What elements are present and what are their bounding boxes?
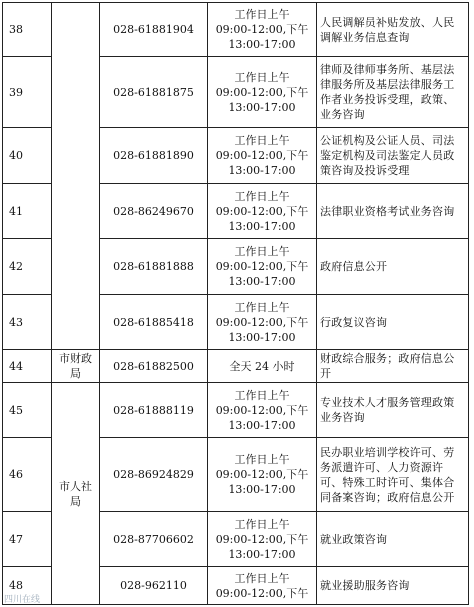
table-row <box>3 3 469 57</box>
service-scope: 就业政策咨询 <box>317 512 469 567</box>
phone-number: 028-61881890 <box>100 128 208 184</box>
hours-text: 工作日上午 09:00-12:00,下午 13:00-17:00 <box>215 517 309 561</box>
service-hours <box>208 383 317 438</box>
phone-number: 028-86249670 <box>100 184 208 239</box>
phone-number: 028-962110 <box>100 567 208 605</box>
hours-text: 工作日上午 09:00-12:00,下午 13:00-17:00 <box>215 300 309 344</box>
service-hours <box>208 184 317 239</box>
phone-number: 028-61881904 <box>100 3 208 57</box>
service-scope: 公证机构及公证人员、司法鉴定机构及司法鉴定人员政策咨询及投诉受理 <box>317 128 469 184</box>
row-number: 38 <box>3 3 52 57</box>
phone-number: 028-61881875 <box>100 57 208 128</box>
phone-number: 028-86924829 <box>100 438 208 512</box>
row-number: 40 <box>3 128 52 184</box>
hours-text: 全天 24 小时 <box>229 359 295 373</box>
row-number: 47 <box>3 512 52 567</box>
service-scope: 就业援助服务咨询 <box>317 567 469 605</box>
hours-text: 工作日上午 09:00-12:00,下午 13:00-17:00 <box>215 245 309 288</box>
service-scope: 行政复议咨询 <box>317 295 469 350</box>
phone-number: 028-87706602 <box>100 512 208 567</box>
hours-text: 工作日上午 09:00-12:00,下午 13:00-17:00 <box>215 189 309 233</box>
service-scope: 律师及律师事务所、基层法律服务所及基层法律服务工作者业务投诉受理，政策、业务咨询 <box>317 57 469 128</box>
row-number: 44 <box>3 350 52 383</box>
row-number: 39 <box>3 57 52 128</box>
phone-number: 028-61885418 <box>100 295 208 350</box>
service-scope: 人民调解员补贴发放、人民调解业务信息查询 <box>317 3 469 57</box>
hours-text: 工作日上午 09:00-12:00,下午 13:00-17:00 <box>215 134 309 177</box>
service-scope: 专业技术人才服务管理政策业务咨询 <box>317 383 469 438</box>
service-scope: 政府信息公开 <box>317 239 469 295</box>
row-number: 46 <box>3 438 52 512</box>
row-number: 48 <box>3 567 52 605</box>
department-cell <box>52 3 100 350</box>
service-hours <box>208 3 317 57</box>
service-phone-table <box>2 2 469 605</box>
service-scope: 财政综合服务；政府信息公开 <box>317 350 469 383</box>
table-row <box>3 383 469 438</box>
row-number: 45 <box>3 383 52 438</box>
table-row <box>3 350 469 383</box>
service-hours <box>208 239 317 295</box>
hours-text: 工作日上午 09:00-12:00,下午 13:00-17:00 <box>215 388 309 432</box>
service-hours <box>208 350 317 383</box>
service-hours <box>208 128 317 184</box>
watermark-logo: 四川在线 <box>4 595 41 605</box>
hours-text: 工作日上午 09:00-12:00,下午 13:00-17:00 <box>215 70 309 114</box>
department-cell: 市财政局 <box>52 350 100 383</box>
service-hours <box>208 512 317 567</box>
service-hours <box>208 567 317 605</box>
hours-text: 工作日上午 09:00-12:00,下午 13:00-17:00 <box>215 453 309 496</box>
phone-number: 028-61881888 <box>100 239 208 295</box>
department-cell: 市人社局 <box>52 383 100 605</box>
row-number: 41 <box>3 184 52 239</box>
service-hours <box>208 57 317 128</box>
hours-text: 工作日上午 09:00-12:00,下午 <box>215 571 309 600</box>
service-hours <box>208 438 317 512</box>
row-number: 42 <box>3 239 52 295</box>
phone-number: 028-61888119 <box>100 383 208 438</box>
service-hours <box>208 295 317 350</box>
phone-number: 028-61882500 <box>100 350 208 383</box>
service-scope: 法律职业资格考试业务咨询 <box>317 184 469 239</box>
row-number: 43 <box>3 295 52 350</box>
service-scope: 民办职业培训学校许可、劳务派遣许可、人力资源许可、特殊工时许可、集体合同备案咨询；政府信息公开 <box>317 438 469 512</box>
hours-text: 工作日上午 09:00-12:00,下午 13:00-17:00 <box>215 8 309 51</box>
